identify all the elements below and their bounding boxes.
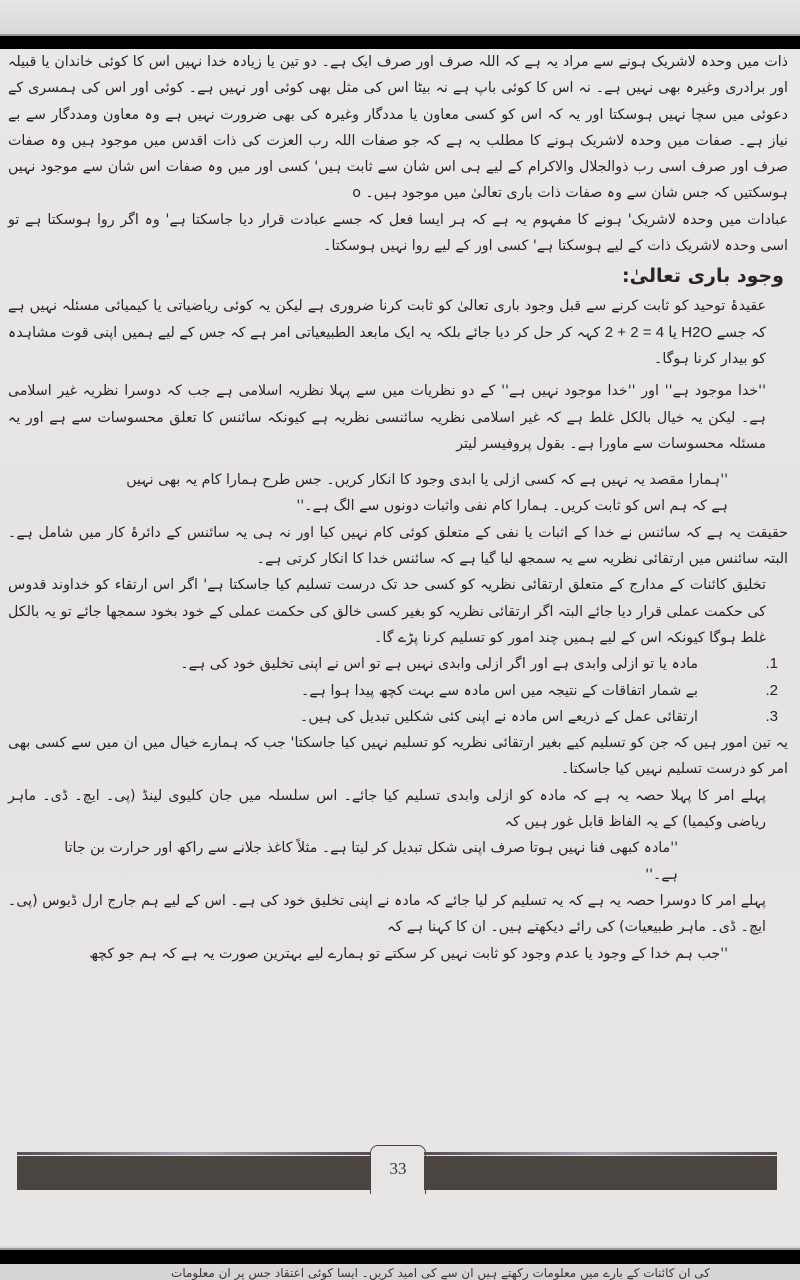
paragraph-mark: o — [352, 185, 361, 202]
numbered-list — [8, 651, 788, 730]
list-text: مادہ یا تو ازلی وابدی ہے اور اگر ازلی وابدی نہیں ہے تو اس نے اپنی تخلیق خود کی ہے۔ — [180, 656, 698, 673]
paragraph-1: ذات میں وحدہ لاشریک ہونے سے مراد یہ ہے کہ اللہ صرف اور صرف ایک ہے۔ دو تین یا زیادہ خدا نہیں اس کا کوئی خاندان یا قبیلہ اور برادری وغیرہ بھی نہیں ہے۔ نہ اس کا کوئی باپ ہے نہ بیٹا اس کی مثل بھی کوئی اور نہیں ہے۔ کوئی اور اس کی ہمسری کے دعوئی میں سچا نہیں ہوسکتا اور یہ کہ اس کو کسی معاون یا مددگار وغیرہ کی بھی ضرورت نہیں ہے وہ معاون ومددگار سے بے نیاز ہے۔ صفات میں وحدہ لاشریک ہونے کا مطلب یہ ہے کہ جو صفات اللہ رب العزت کی ذات اقدس میں موجود ہیں وہ صفات صرف اور صرف اسی رب ذوالجلال والاکرام کے لیے ہی اس شان سے ثابت ہیں' کسی اور میں وہ صفات اس شان سے موجود نہیں ہوسکتیں کہ جس شان سے وہ صفات ذات باری تعالیٰ میں موجود ہیں۔ o — [8, 54, 788, 202]
list-text: ارتقائی عمل کے ذریعے اس مادہ نے اپنی کئی شکلیں تبدیل کی ہیں۔ — [300, 708, 698, 725]
equation: 2 + 2 = 4 یا H2O — [604, 323, 713, 341]
document-page[interactable] — [0, 49, 800, 1246]
page-body — [8, 49, 788, 967]
quote-davis: ''جب ہم خدا کے وجود یا عدم وجود کو ثابت نہیں کر سکتے تو ہمارے لیے بہترین صورت یہ ہے کہ ہم جو کچھ — [89, 945, 728, 962]
list-number: 1. — [765, 655, 778, 673]
paragraph-4: ''خدا موجود ہے'' اور ''خدا موجود نہیں ہے'' کے دو نظریات میں سے پہلا نظریہ اسلامی ہے جب کہ دوسرا نظریہ غیر اسلامی ہے۔ لیکن یہ خیال بالکل غلط ہے کہ غیر اسلامی نظریہ سائنسی نظریہ ہے کیونکہ سائنس کا تعلق محسوسات سے ہے اور یہ مسئلہ محسوسات سے ماورا ہے۔ بقول پروفیسر لیتر — [8, 383, 766, 452]
next-page-preview[interactable]: کی ان کائنات کے بارے میں معلومات رکھتے ہیں ان سے کی امید کریں۔ ایسا کوئی اعتقاد جس پر ان معلومات — [0, 1264, 800, 1280]
paragraph-3: عقیدۂ توحید کو ثابت کرنے سے قبل وجود باری تعالیٰ کو ثابت کرنا ضروری ہے لیکن یہ کوئی ریاضیاتی یا کیمیائی مسئلہ نہیں ہے کہ جسے 2 + 2 = 4 یا H2O کہہ کر حل کر دیا جائے بلکہ یہ ایک مابعد الطبیعیاتی امر ہے کہ جس کے لیے ہمیں اپنی قوت مشاہدہ کو بیدار کرنا ہوگا۔ — [8, 298, 767, 367]
paragraph-5: حقیقت یہ ہے کہ سائنس نے خدا کے اثبات یا نفی کے متعلق کوئی کام نہیں کیا اور نہ ہی یہ سائنس کے دائرۂ کار میں شامل ہے۔ البتہ سائنس میں ارتقائی نظریہ سے یہ سمجھ لیا گیا ہے کہ سائنس خدا کا انکار کرتی ہے۔ — [8, 524, 788, 568]
page-footer — [17, 1142, 777, 1188]
paragraph-9: پہلے امر کا دوسرا حصہ یہ ہے کہ یہ تسلیم کر لیا جائے کہ مادہ نے اپنی تخلیق خود کی ہے۔ اس کے لیے ہم جارج ارل ڈیوس (پی۔ ایچ۔ ڈی۔ ماہر طبیعیات) کی رائے دیکھتے ہیں۔ ان کا کہنا ہے کہ — [8, 892, 766, 936]
section-heading: وجود باری تعالیٰ: — [622, 265, 784, 288]
footer-band-left — [17, 1156, 370, 1190]
quote-leiter: ''ہمارا مقصد یہ نہیں ہے کہ کسی ازلی یا ابدی وجود کا انکار کریں۔ جس طرح ہمارا کام یہ بھی نہیں ہے کہ ہم اس کو ثابت کریں۔ ہمارا کام نفی واثبات دونوں سے الگ ہے۔'' — [126, 472, 728, 515]
footer-band-right — [424, 1156, 777, 1190]
list-item — [8, 704, 778, 730]
previous-page-edge — [0, 0, 800, 30]
paragraph-8: پہلے امر کا پہلا حصہ یہ ہے کہ مادہ کو ازلی وابدی تسلیم کیا جائے۔ اس سلسلہ میں جان کلیوی لینڈ (پی۔ ایچ۔ ڈی۔ ماہر ریاضی وکیمیا) کے یہ الفاظ قابل غور ہیں کہ — [8, 787, 766, 831]
list-number: 2. — [765, 681, 778, 699]
list-item — [8, 678, 778, 704]
paragraph-6: تخلیق کائنات کے مدارج کے متعلق ارتقائی نظریہ کو کسی حد تک درست تسلیم کیا جاسکتا ہے' اگر اس ارتقاء کو خداوند قدوس کی حکمت عملی قرار دیا جائے البتہ اگر ارتقائی نظریہ کو بغیر کسی خالق کی حکمت عملی کے خود بخود سمجھا جائے تو یہ بالکل غلط ہوگا کیونکہ اس کے لیے ہمیں چند امور کو تسلیم کرنا پڑے گا۔ — [8, 577, 766, 646]
list-item — [8, 651, 778, 677]
page-number: 33 — [370, 1145, 426, 1194]
paragraph-2: عبادات میں وحدہ لاشریک' ہونے کا مفہوم یہ ہے کہ ہر ایسا فعل کہ جسے عبادت قرار دیا جاسکتا ہے' وہ اگر روا ہوسکتا ہے تو اسی وحدہ لاشریک ذات کے لیے ہوسکتا ہے' کسی اور کے لیے روا نہیں ہوسکتا۔ — [8, 211, 788, 255]
list-text: بے شمار اتفاقات کے نتیجہ میں اس مادہ سے بہت کچھ پیدا ہوا ہے۔ — [301, 682, 698, 699]
quote-cleveland: ''مادہ کبھی فنا نہیں ہوتا صرف اپنی شکل تبدیل کر لیتا ہے۔ مثلاً کاغذ جلانے سے راکھ اور حرارت بن جاتا ہے۔'' — [64, 840, 678, 883]
list-number: 3. — [765, 707, 778, 725]
paragraph-7: یہ تین امور ہیں کہ جن کو تسلیم کیے بغیر ارتقائی نظریہ کو تسلیم نہیں کیا جاسکتا' جب کہ ہمارے خیال میں ان میں سے کسی بھی امر کو درست تسلیم نہیں کیا جاسکتا۔ — [8, 735, 788, 778]
